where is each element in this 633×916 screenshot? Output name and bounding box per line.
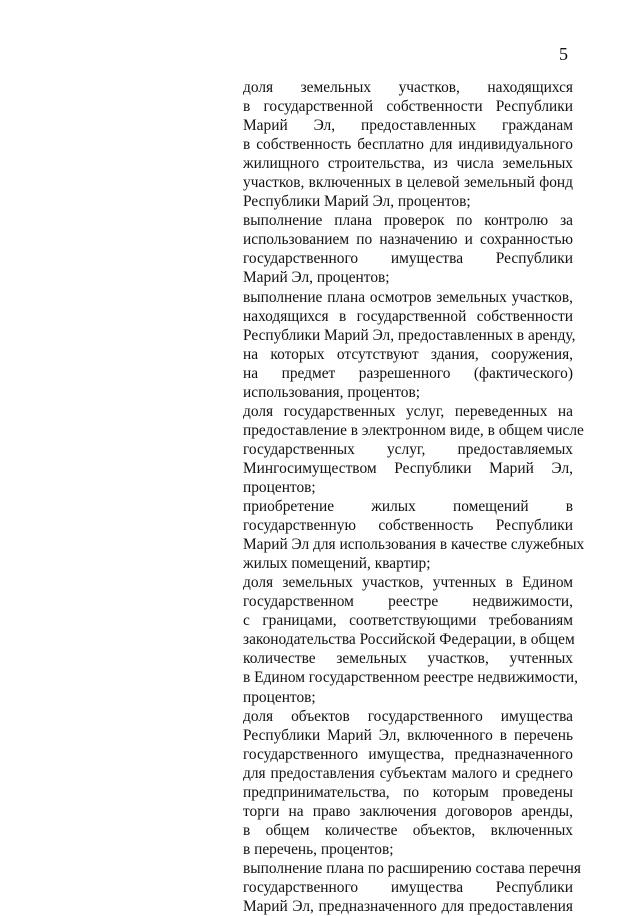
text-line: использованием по назначению и сохранностью [243, 231, 573, 249]
text-line: Республики Марий Эл, процентов; [243, 193, 471, 211]
text-line: количестве земельных участков, учтенных [243, 650, 573, 668]
text-line: использования, процентов; [243, 383, 421, 401]
text-line: законодательства Российской Федерации, в общем [243, 631, 575, 649]
text-line: доля государственных услуг, переведенных на [243, 402, 573, 420]
text-line: государственную собственность Республики [243, 517, 573, 535]
text-line: выполнение плана по расширению состава перечня [243, 859, 581, 877]
text-line: государственных услуг, предоставляемых [243, 440, 573, 458]
text-line: Республики Марий Эл, предоставленных в аренду, [243, 326, 576, 344]
text-line: предпринимательства, по которым проведены [243, 783, 573, 801]
document-body [243, 78, 585, 916]
text-line: государственного имущества Республики [243, 878, 573, 896]
text-line: Марий Эл, предоставленных гражданам [243, 117, 573, 135]
text-line: предоставление в электронном виде, в общем числе [243, 421, 584, 439]
page-number: 5 [559, 44, 568, 64]
text-line: Марий Эл, процентов; [243, 269, 390, 287]
text-line: участков, включенных в целевой земельный фонд [243, 174, 573, 192]
text-line: государственного имущества Республики [243, 250, 573, 268]
text-line: доля земельных участков, учтенных в Едином [243, 574, 573, 592]
text-line: жилых помещений, квартир; [243, 555, 431, 573]
paragraph [243, 211, 573, 287]
paragraph [243, 859, 581, 916]
text-line: для предоставления субъектам малого и среднего [243, 764, 573, 782]
text-line: Республики Марий Эл, включенного в перечень [243, 726, 573, 744]
text-line: государственного имущества, предназначенного [243, 745, 573, 763]
text-line: на предмет разрешенного (фактического) [243, 364, 573, 382]
text-line: в собственность бесплатно для индивидуального [243, 136, 573, 154]
text-line: государственном реестре недвижимости, [243, 593, 573, 611]
text-line: выполнение плана проверок по контролю за [243, 212, 573, 230]
text-line: на которых отсутствуют здания, сооружения, [243, 345, 573, 363]
paragraph [243, 288, 576, 402]
paragraph [243, 707, 573, 859]
paragraph [243, 497, 585, 573]
text-line: процентов; [243, 478, 316, 496]
text-line: доля объектов государственного имущества [243, 707, 573, 725]
text-line: в Едином государственном реестре недвижимости, [243, 669, 578, 687]
paragraph [243, 402, 584, 497]
text-line: торги на право заключения договоров аренды, [243, 802, 573, 820]
text-line: в государственной собственности Республики [243, 98, 573, 116]
text-line: Марий Эл, предназначенного для предоставления [243, 898, 573, 916]
text-line: процентов; [243, 688, 316, 706]
text-line: находящихся в государственной собственности [243, 307, 573, 325]
text-line: с границами, соответствующими требованиям [243, 612, 573, 630]
text-line: приобретение жилых помещений в [243, 498, 573, 516]
text-line: Марий Эл для использования в качестве служебных [243, 536, 585, 554]
text-line: Мингосимуществом Республики Марий Эл, [243, 459, 573, 477]
text-line: жилищного строительства, из числа земельных [243, 155, 573, 173]
text-line: в перечень, процентов; [243, 840, 394, 858]
text-line: в общем количестве объектов, включенных [243, 821, 573, 839]
paragraph [243, 573, 578, 706]
text-line: выполнение плана осмотров земельных участков, [243, 288, 573, 306]
paragraph [243, 78, 573, 211]
text-line: доля земельных участков, находящихся [243, 79, 573, 96]
